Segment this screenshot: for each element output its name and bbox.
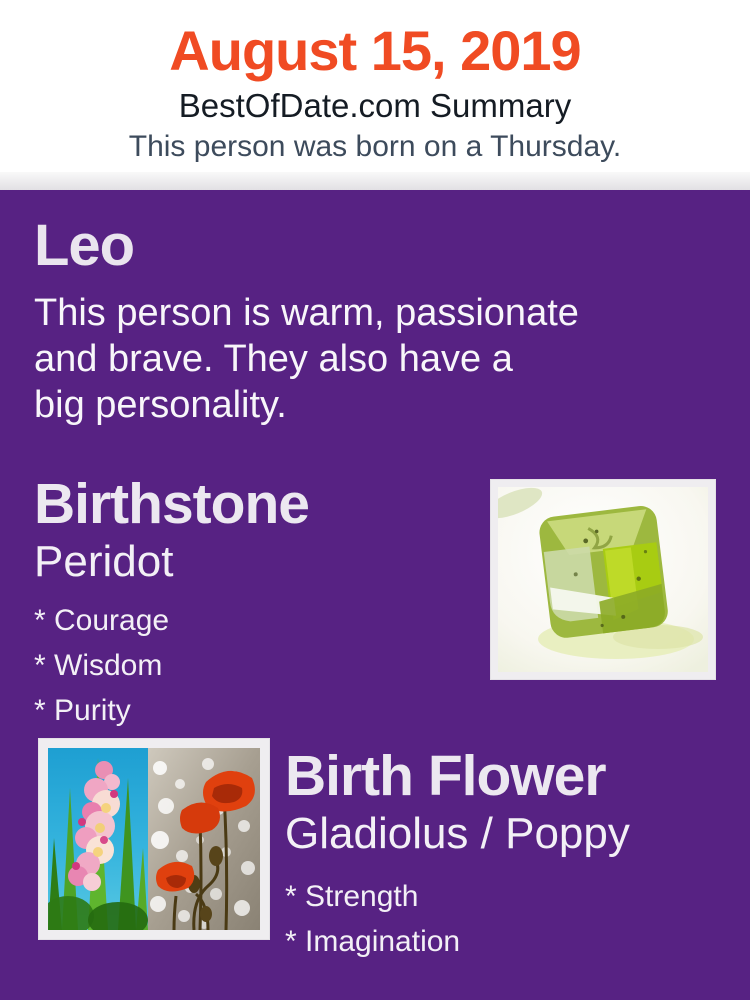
birthstone-title: Birthstone bbox=[34, 472, 309, 536]
trait-item: * Courage bbox=[34, 604, 170, 637]
trait-item: * Imagination bbox=[285, 925, 461, 958]
gladiolus-panel bbox=[48, 748, 148, 930]
trait-item: * Strength bbox=[285, 880, 419, 913]
site-subtitle: BestOfDate.com Summary bbox=[178, 87, 572, 124]
trait-item: * Purity bbox=[34, 694, 131, 727]
birth-flower-photo bbox=[38, 738, 270, 940]
birth-flower-traits bbox=[285, 874, 630, 964]
gladiolus-poppy-illustration bbox=[48, 748, 260, 930]
birth-flower-title: Birth Flower bbox=[285, 744, 606, 808]
header bbox=[0, 0, 750, 166]
birth-flower-name: Gladiolus / Poppy bbox=[285, 809, 630, 858]
birth-flower-block bbox=[285, 744, 630, 964]
zodiac-description-line: This person is warm, passionate bbox=[34, 292, 579, 334]
birthstone-name: Peridot bbox=[34, 537, 174, 586]
trait-item: * Wisdom bbox=[34, 649, 163, 682]
details-section bbox=[0, 190, 750, 1000]
header-divider bbox=[0, 172, 750, 190]
born-day-note: This person was born on a Thursday. bbox=[128, 130, 622, 163]
zodiac-sign-name: Leo bbox=[34, 213, 135, 278]
peridot-gem-illustration bbox=[498, 487, 708, 672]
poppy-panel bbox=[148, 748, 260, 930]
zodiac-description-line: and brave. They also have a bbox=[34, 338, 513, 380]
zodiac-description-line: big personality. bbox=[34, 384, 287, 426]
date-title: August 15, 2019 bbox=[169, 19, 581, 82]
peridot-photo bbox=[490, 479, 716, 680]
zodiac-description bbox=[34, 290, 716, 428]
